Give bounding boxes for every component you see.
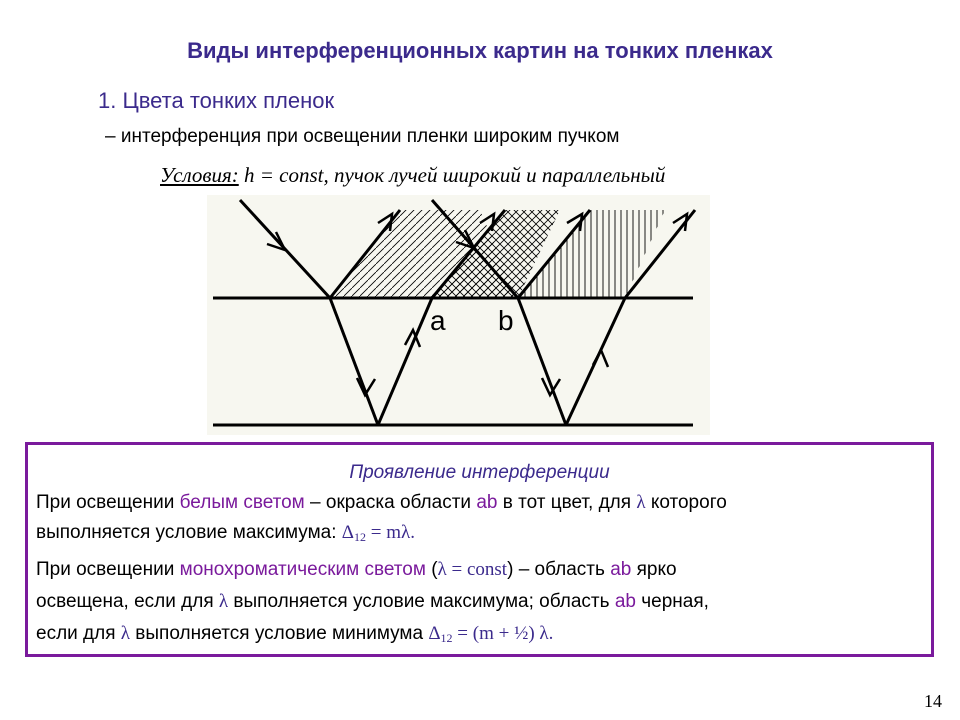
ab-region-highlight: ab	[476, 492, 498, 513]
mono-light-line-3: если для λ выполняется условие минимума $\Delta_{12} = (m$ + ½) λ.	[36, 623, 554, 645]
white-light-line-2: выполняется условие максимума: $\Delta_{12} = m\lambda$.	[36, 522, 415, 544]
conditions-label: Условия:	[160, 163, 239, 187]
lambda-symbol: λ	[218, 591, 229, 612]
point-b-label: b	[498, 305, 514, 336]
point-a-label: a	[430, 305, 446, 336]
mono-light-line-2: освещена, если для λ выполняется условие максимума; область ab черная,	[36, 591, 709, 612]
white-light-highlight: белым светом	[179, 492, 305, 513]
section-subtitle: 1. Цвета тонких пленок	[98, 88, 335, 113]
info-box-heading: Проявление интерференции	[349, 462, 610, 483]
slide-title: Виды интерференционных картин на тонких пленках	[187, 38, 773, 63]
white-light-line-1: При освещении белым светом – окраска области ab в тот цвет, для λ которого	[36, 492, 727, 513]
ab-region-highlight: ab	[614, 591, 636, 612]
mono-light-highlight: монохроматическим светом	[179, 559, 426, 580]
page-number: 14	[924, 691, 942, 711]
section-description: – интерференция при освещении пленки широким пучком	[105, 126, 620, 147]
conditions-text: h = const, пучок лучей широкий и параллельный	[238, 163, 666, 187]
mono-light-line-1: При освещении монохроматическим светом (λ = const) – область ab ярко	[36, 559, 677, 580]
interference-info-box	[25, 442, 934, 657]
max-condition-formula: $\Delta_{12} = m\lambda$.	[341, 522, 415, 544]
lambda-symbol: λ	[636, 492, 646, 513]
min-condition-formula: $\Delta_{12} = (m$ + ½) λ.	[428, 623, 554, 645]
lambda-const: λ = const	[437, 559, 508, 580]
lambda-symbol: λ	[120, 623, 131, 644]
ab-region-highlight: ab	[610, 559, 632, 580]
